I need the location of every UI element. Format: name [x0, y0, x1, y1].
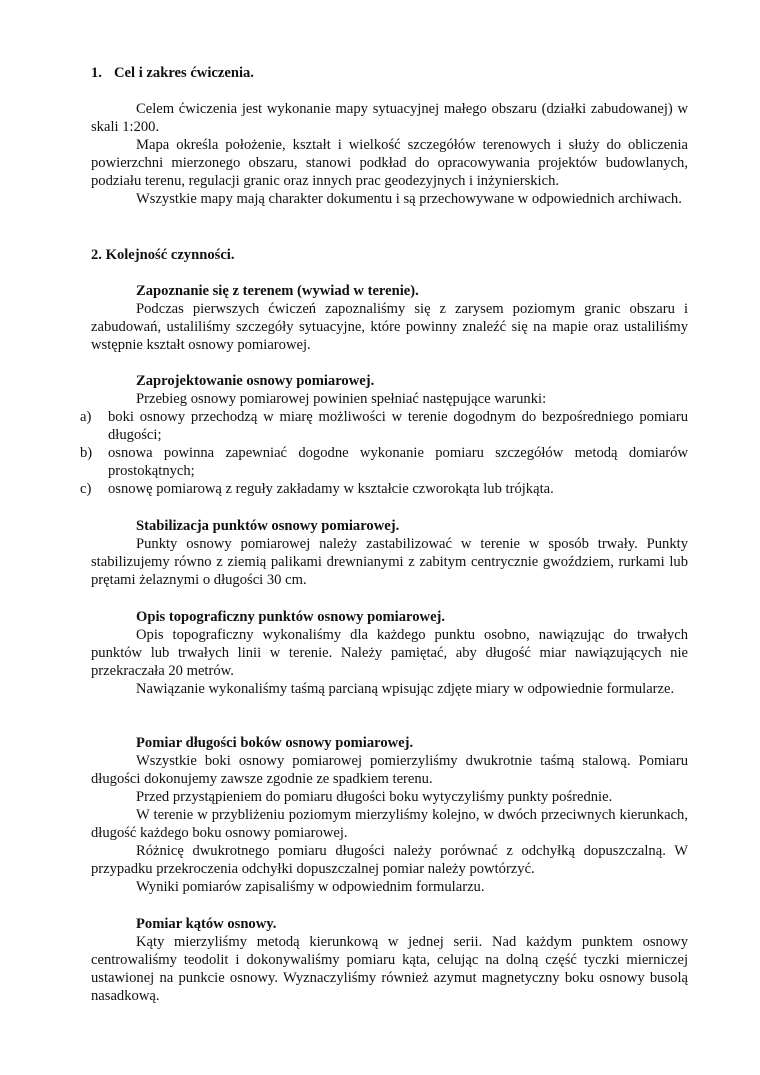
subsection-title: Zaprojektowanie osnowy pomiarowej. — [136, 373, 375, 389]
paragraph: Różnicę dwukrotnego pomiaru długości należy porównać z odchyłką dopuszczalną. W przypadku przekroczenia odchyłki dopuszczalnej pomiar należy powtórzyć. — [91, 843, 688, 877]
subsection-pomiar-dlugosci — [91, 734, 688, 896]
subsection-title: Zapoznanie się z terenem (wywiad w terenie). — [136, 283, 419, 299]
paragraph: Wszystkie boki osnowy pomiarowej pomierzyliśmy dwukrotnie taśmą stalową. Pomiaru długości dokonujemy zawsze zgodnie ze spadkiem terenu. — [91, 753, 688, 787]
list-item-text: osnowa powinna zapewniać dogodne wykonanie pomiaru szczegółów metodą domiarów prostokątnych; — [108, 445, 688, 479]
list-item — [80, 444, 688, 480]
list-marker: b) — [80, 445, 93, 461]
list-marker: c) — [80, 481, 92, 497]
conditions-list — [80, 408, 688, 498]
paragraph: Wyniki pomiarów zapisaliśmy w odpowiednim formularzu. — [136, 879, 485, 895]
paragraph: Przebieg osnowy pomiarowej powinien spełniać następujące warunki: — [136, 391, 547, 407]
section-1-heading — [91, 64, 254, 82]
subsection-title: Pomiar kątów osnowy. — [136, 916, 277, 932]
subsection-title: Stabilizacja punktów osnowy pomiarowej. — [136, 518, 400, 534]
paragraph: Przed przystąpieniem do pomiaru długości boku wytyczyliśmy punkty pośrednie. — [136, 789, 613, 805]
section-1-title: Cel i zakres ćwiczenia. — [114, 65, 254, 81]
subsection-pomiar-katow — [91, 915, 688, 1005]
paragraph: Wszystkie mapy mają charakter dokumentu i są przechowywane w odpowiednich archiwach. — [136, 191, 682, 207]
subsection-zapoznanie — [91, 282, 688, 354]
list-item-text: osnowę pomiarową z reguły zakładamy w kształcie czworokąta lub trójkąta. — [108, 481, 554, 497]
paragraph: Podczas pierwszych ćwiczeń zapoznaliśmy się z zarysem poziomym granic obszaru i zabudowań, ustaliliśmy szczegóły sytuacyjne, które powinny znaleźć się na mapie oraz ustaliliśmy wstępnie kształt osnowy pomiarowej. — [91, 301, 688, 353]
paragraph: W terenie w przybliżeniu poziomym mierzyliśmy kolejno, w dwóch przeciwnych kierunkach, długość każdego boku osnowy pomiarowej. — [91, 807, 688, 841]
list-item — [80, 480, 688, 498]
paragraph: Opis topograficzny wykonaliśmy dla każdego punktu osobno, nawiązując do trwałych punktów lub trwałych linii w terenie. Należy pamiętać, aby długość miar nawiązujących nie przekraczała 20 metrów. — [91, 627, 688, 679]
subsection-title: Opis topograficzny punktów osnowy pomiarowej. — [136, 609, 446, 625]
section-1-body — [91, 100, 688, 208]
subsection-stabilizacja — [91, 517, 688, 589]
section-2-heading: 2. Kolejność czynności. — [91, 247, 235, 263]
paragraph: Kąty mierzyliśmy metodą kierunkową w jednej serii. Nad każdym punktem osnowy centrowaliśmy teodolit i dokonywaliśmy pomiaru kąta, celując na dolną część tyczki mierniczej ustawionej na punkcie osnowy. Wyznaczyliśmy również azymut magnetyczny boku osnowy busolą nasadkową. — [91, 934, 688, 1004]
subsection-opis — [91, 608, 688, 698]
subsection-zaprojektowanie — [80, 372, 688, 498]
paragraph: Celem ćwiczenia jest wykonanie mapy sytuacyjnej małego obszaru (działki zabudowanej) w skali 1:200. — [91, 101, 688, 135]
section-1-number: 1. — [91, 65, 102, 81]
list-marker: a) — [80, 409, 92, 425]
paragraph: Punkty osnowy pomiarowej należy zastabilizować w terenie w sposób trwały. Punkty stabilizujemy równo z ziemią palikami drewnianymi z zabitym centrycznie gwoździem, rurkami lub prętami żelaznymi o długości 30 cm. — [91, 536, 688, 588]
paragraph: Nawiązanie wykonaliśmy taśmą parcianą wpisując zdjęte miary w odpowiednie formularze. — [136, 681, 675, 697]
list-item-text: boki osnowy przechodzą w miarę możliwości w terenie dogodnym do bezpośredniego pomiaru długości; — [108, 409, 688, 443]
list-item — [80, 408, 688, 444]
subsection-title: Pomiar długości boków osnowy pomiarowej. — [136, 735, 414, 751]
paragraph: Mapa określa położenie, kształt i wielkość szczegółów terenowych i służy do obliczenia powierzchni mierzonego obszaru, stanowi podkład do opracowywania projektów budowlanych, podziału terenu, regulacji granic oraz innych prac geodezyjnych i inżynierskich. — [91, 137, 688, 189]
